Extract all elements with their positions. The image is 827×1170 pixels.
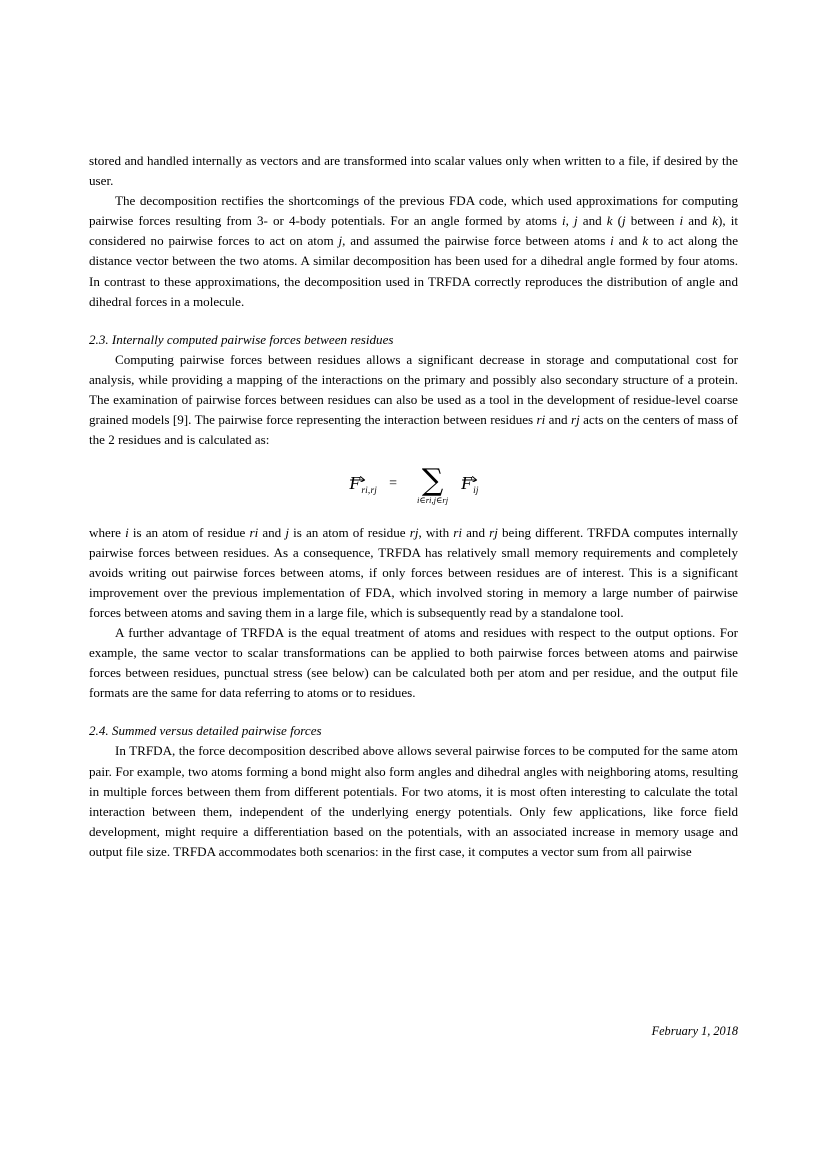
paragraph-text: stored and handled internally as vectors and are transformed into scalar values only when written to a file, if desired by the user. [89, 153, 738, 189]
text-run: , with [418, 524, 454, 540]
text-run: between [625, 213, 680, 229]
text-run: ( [612, 213, 623, 229]
text-run: , [565, 213, 575, 229]
math-var-rj: rj [489, 524, 498, 540]
math-var-k: k [712, 213, 719, 229]
text-run: The decomposition rectifies the shortcomings of the previous FDA code, which used approximations for computing pairwise forces resulting from 3- or 4-body potentials. For an angle formed by atoms [89, 193, 738, 229]
math-var-rj: rj [570, 412, 580, 428]
math-var-i: i [679, 213, 684, 229]
paragraph-decomposition [89, 191, 738, 312]
math-var-j: j [622, 213, 626, 229]
math-var-ri: ri [536, 412, 546, 428]
footer-date: February 1, 2018 [651, 1024, 738, 1038]
math-var-i: i [610, 233, 614, 249]
math-var-rj: rj [409, 524, 419, 540]
vector-F-lhs [349, 467, 360, 492]
text-run: is an atom of residue [289, 524, 410, 540]
equation-lhs-subscript: ri,rj [361, 486, 378, 497]
equation-body [349, 463, 479, 505]
math-var-ri: ri [453, 524, 462, 540]
equation-lhs [349, 467, 378, 497]
text-run: , and assumed the pairwise force between atoms [342, 233, 611, 249]
section-heading-2-4: 2.4. Summed versus detailed pairwise forces [89, 723, 322, 739]
paragraph-where-clause [89, 523, 738, 623]
vector-F-rhs [461, 467, 472, 492]
math-var-j: j [574, 213, 578, 229]
section-2-3-block [89, 330, 738, 350]
paragraph-further-advantage: A further advantage of TRFDA is the equal treatment of atoms and residues with respect to the output options. For example, the same vector to scalar transformations can be applied to both pairwise forces between atoms and pairwise forces between residues, punctual stress (see below) can be calculated both per atom and per residue, and the output file formats are the same for data referring to atoms or to residues. [89, 624, 738, 701]
vector-arrow-icon [350, 467, 367, 474]
section-2-4-block [89, 721, 738, 741]
vector-F-glyph: F [349, 473, 361, 494]
page-content [89, 151, 738, 862]
text-run: Computing pairwise forces between residues allows a significant decrease in storage and computational cost for analysis, while providing a mapping of the interactions on the primary and possibly also secondary structure of a protein. The examination of pairwise forces between residues can also be used as a tool in the development of residue-level coarse grained models [9]. The pairwise force representing the interaction between residues [89, 351, 738, 428]
math-var-k: k [642, 233, 649, 249]
paragraph-continuation [89, 151, 738, 191]
paragraph-summed-versus-detailed: In TRFDA, the force decomposition described above allows several pairwise forces to be computed for the same atom pair. For example, two atoms forming a bond might also form angles and dihedral angles with neighboring atoms, resulting in multiple forces between them from different potentials. For two atoms, it is most often interesting to calculate the total interaction between them, independent of the underlying energy potentials. Only few applications, like force field development, might require a differentiation based on the potentials, with an associated increase in memory usage and output file size. TRFDA accommodates both scenarios: in the first case, it computes a vector sum from all pairwise [89, 743, 738, 859]
sigma-icon: ∑ [421, 463, 444, 499]
equation-equals-sign: = [389, 476, 397, 492]
section-heading-2-3: 2.3. Internally computed pairwise forces between residues [89, 331, 394, 347]
text-run: being different. TRFDA computes internally pairwise forces between residues. As a consequence, TRFDA has relatively small memory requirements and completely avoids writing out pairwise forces between atoms, if only forces between residues are of interest. This is a significant improvement over the previous implementation of FDA, which involved storing in memory a large number of pairwise forces between atoms and saving them in a large file, which is subsequently read by a standalone tool. [89, 524, 738, 620]
math-var-i: i [562, 213, 566, 229]
text-run: and [613, 233, 643, 249]
vector-arrow-icon [462, 467, 479, 474]
math-var-ri: ri [249, 524, 259, 540]
paragraph-residues [89, 350, 738, 450]
text-run: ), it considered no pairwise forces to act on atom [89, 213, 739, 249]
equation-rhs [461, 467, 479, 497]
text-run: and [577, 213, 607, 229]
math-var-i: i [125, 524, 129, 540]
math-var-k: k [606, 213, 613, 229]
math-var-j: j [338, 233, 343, 249]
text-run: and [545, 412, 571, 428]
text-run: is an atom of residue [128, 524, 250, 540]
text-run: and [258, 524, 286, 540]
text-run: where [89, 524, 126, 540]
text-run: and [683, 213, 713, 229]
summation-operator [416, 463, 449, 505]
text-run: and [461, 524, 490, 540]
text-run: acts on the centers of mass of the 2 residues and is calculated as: [89, 412, 738, 448]
summation-limits: i∈ri,j∈rj [416, 494, 449, 505]
text-run: to act along the distance vector between the two atoms. A similar decomposition has been used for a dihedral angle formed by four atoms. In contrast to these approximations, the decomposition used in TRFDA correctly reproduces the distribution of angle and dihedral forces in a molecule. [89, 233, 739, 309]
math-var-j: j [285, 524, 289, 540]
vector-F-glyph: F [461, 473, 473, 494]
equation-rhs-subscript: ij [473, 486, 479, 497]
equation-pairwise-force [89, 463, 738, 505]
